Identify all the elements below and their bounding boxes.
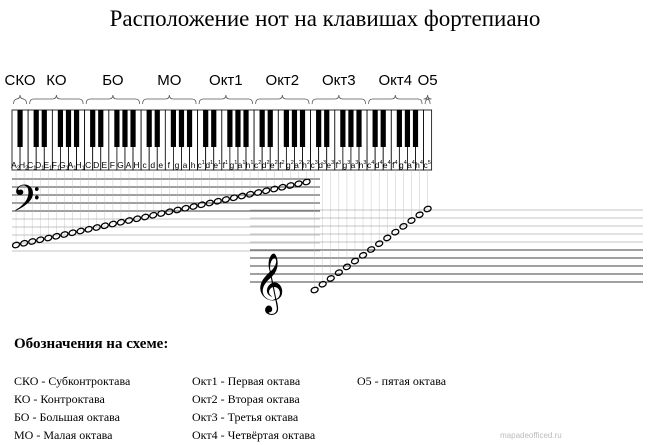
- key-label-superscript: 1: [218, 160, 222, 166]
- black-key: [348, 110, 353, 147]
- legend-item: Окт4 - Четвёртая октава: [192, 428, 316, 442]
- black-key: [211, 110, 216, 147]
- key-label: $c^5$: [423, 160, 431, 170]
- black-key: [187, 110, 192, 147]
- octave-bracket: [143, 95, 196, 104]
- key-label: E: [101, 160, 108, 170]
- key-label: $h^1$: [245, 160, 254, 170]
- octave-label: КО: [46, 72, 67, 89]
- legend-column-3: [357, 372, 446, 390]
- octave-bracket: [312, 95, 365, 104]
- octave-label: О5: [417, 72, 438, 89]
- black-key: [66, 110, 71, 147]
- key-label-superscript: 1: [250, 160, 254, 166]
- key-label: h: [190, 160, 196, 170]
- key-label-superscript: 2: [281, 160, 285, 166]
- treble-clef-icon: 𝄞: [254, 253, 285, 313]
- key-label-superscript: 2: [298, 160, 302, 166]
- key-label-superscript: 3: [323, 160, 327, 166]
- black-key: [114, 110, 119, 147]
- black-key: [316, 110, 321, 147]
- key-label: $h^2$: [302, 160, 310, 170]
- legend-item: МО - Малая октава: [14, 428, 113, 442]
- key-label-superscript: 1: [210, 160, 214, 166]
- key-label-superscript: 3: [314, 160, 318, 166]
- black-key: [356, 110, 361, 147]
- legend-item: Окт3 - Третья октава: [192, 410, 299, 424]
- black-key: [42, 110, 47, 147]
- key-label: c: [142, 160, 147, 170]
- key-label-superscript: 2: [306, 160, 310, 166]
- key-label: $f^2$: [279, 160, 285, 170]
- octave-label: Окт2: [265, 72, 300, 89]
- key-label: A1: [67, 160, 77, 172]
- octave-bracket: [256, 95, 309, 104]
- key-label: A2: [11, 160, 20, 172]
- watermark: mapadeofficed.ru: [500, 431, 562, 440]
- key-label: A: [125, 160, 132, 170]
- note-heads: [12, 178, 432, 293]
- key-label-superscript: 3: [355, 160, 359, 166]
- key-label-subscript: 2: [25, 165, 29, 172]
- legend-item: Окт2 - Вторая октава: [192, 392, 300, 406]
- diagram-title: Расположение нот на клавишах фортепиано: [109, 6, 541, 31]
- key-label: $a^3$: [350, 160, 359, 170]
- key-label: $g^3$: [342, 160, 351, 170]
- octave-label: МО: [157, 72, 182, 89]
- key-label: $d^2$: [261, 160, 270, 170]
- key-label: G: [117, 160, 124, 170]
- black-key: [58, 110, 63, 147]
- octave-bracket: [14, 95, 27, 104]
- black-key: [324, 110, 329, 147]
- key-label: $e^4$: [382, 160, 391, 170]
- key-label-subscript: 1: [65, 165, 69, 172]
- key-label-superscript: 3: [347, 160, 351, 166]
- key-label: H1: [75, 160, 85, 172]
- black-key: [171, 110, 176, 147]
- black-key: [147, 110, 152, 147]
- key-label-superscript: 4: [419, 160, 423, 166]
- black-key: [179, 110, 184, 147]
- key-label: d: [150, 160, 156, 170]
- black-key: [268, 110, 273, 147]
- octave-bracket: [86, 95, 139, 104]
- black-key: [122, 110, 127, 147]
- key-label: $f^1$: [222, 160, 229, 170]
- black-key: [74, 110, 79, 147]
- key-label-superscript: 1: [225, 160, 229, 166]
- black-key: [155, 110, 160, 147]
- key-label-subscript: 1: [49, 165, 53, 172]
- octave-label: Окт1: [209, 72, 243, 89]
- key-label: $a^2$: [294, 160, 302, 170]
- key-label: e: [158, 160, 164, 170]
- black-key: [300, 110, 305, 147]
- black-key: [17, 110, 22, 147]
- key-label-superscript: 1: [234, 160, 238, 166]
- key-label-superscript: 5: [427, 160, 431, 166]
- piano-keyboard: [11, 110, 431, 172]
- key-label-superscript: 4: [379, 160, 383, 166]
- key-label: D1: [35, 160, 45, 172]
- key-label: $h^3$: [358, 160, 367, 170]
- black-key: [90, 110, 95, 147]
- black-key: [397, 110, 402, 147]
- key-label-superscript: 2: [274, 160, 278, 166]
- black-key: [381, 110, 386, 147]
- octave-bracket: [30, 95, 83, 104]
- black-key: [243, 110, 248, 147]
- legend-item: СКО - Субконтроктава: [14, 374, 131, 388]
- key-label: D: [93, 160, 100, 170]
- key-label: $g^1$: [229, 160, 238, 170]
- black-key: [235, 110, 240, 147]
- legend-column-1: [14, 372, 130, 444]
- octave-label: Окт4: [378, 72, 413, 89]
- legend-item: Окт1 - Первая октава: [192, 374, 301, 388]
- key-label-superscript: 3: [337, 160, 342, 166]
- key-label: $d^4$: [374, 160, 383, 170]
- key-label: $a^1$: [237, 160, 246, 170]
- legend-heading: Обозначения на схеме:: [14, 336, 169, 352]
- key-label: E1: [43, 160, 53, 172]
- black-key: [292, 110, 297, 147]
- black-key: [340, 110, 345, 147]
- key-label-subscript: 2: [16, 165, 20, 172]
- key-label: $h^4$: [415, 160, 423, 170]
- legend-column-2: [192, 372, 315, 444]
- key-label-subscript: 1: [81, 165, 85, 172]
- key-label: F1: [51, 160, 61, 172]
- key-label-subscript: 1: [56, 165, 61, 172]
- key-label: $c^4$: [366, 160, 375, 170]
- legend-item: КО - Контроктава: [14, 392, 105, 406]
- legend-item: БО - Большая октава: [14, 410, 120, 424]
- key-label: C: [85, 160, 92, 170]
- key-label: $c^2$: [253, 160, 262, 170]
- key-label: H: [133, 160, 140, 170]
- black-key: [373, 110, 378, 147]
- octave-label: Окт3: [322, 72, 356, 89]
- key-label: a: [182, 160, 188, 170]
- key-label-superscript: 3: [363, 160, 367, 166]
- key-label-superscript: 4: [403, 160, 407, 166]
- key-label: $d^3$: [318, 160, 327, 170]
- key-label-subscript: 1: [73, 165, 77, 172]
- key-label-superscript: 1: [242, 160, 246, 166]
- key-label: $c^1$: [197, 160, 205, 170]
- key-label-subscript: 1: [33, 165, 37, 172]
- octave-bracket: [424, 95, 432, 104]
- black-key: [203, 110, 208, 147]
- key-label: G1: [59, 160, 69, 172]
- key-label: $g^2$: [286, 160, 294, 170]
- octave-label: СКО: [4, 72, 36, 89]
- key-label-superscript: 4: [394, 160, 398, 166]
- key-label: g: [174, 160, 180, 170]
- octave-label: БО: [102, 72, 124, 89]
- black-key: [260, 110, 265, 147]
- key-label: C1: [27, 160, 37, 172]
- key-label-superscript: 3: [331, 160, 335, 166]
- key-label: f: [167, 160, 171, 170]
- key-label: $e^3$: [326, 160, 335, 170]
- staves: [12, 179, 643, 282]
- black-key: [130, 110, 135, 147]
- black-key: [227, 110, 232, 147]
- key-label: H2: [19, 160, 29, 172]
- key-label-superscript: 1: [201, 160, 205, 166]
- key-label-superscript: 2: [266, 160, 270, 166]
- key-label-superscript: 4: [411, 160, 415, 166]
- black-key: [34, 110, 39, 147]
- octave-bracket: [369, 95, 422, 104]
- key-label: F: [109, 160, 115, 170]
- black-key: [405, 110, 410, 147]
- bass-clef-icon: 𝄢: [12, 178, 41, 229]
- key-label-subscript: 1: [41, 165, 45, 172]
- key-label-superscript: 2: [290, 160, 294, 166]
- black-key: [284, 110, 289, 147]
- key-label-superscript: 4: [387, 160, 391, 166]
- black-key: [413, 110, 418, 147]
- octave-bracket: [199, 95, 252, 104]
- key-label: $e^1$: [213, 160, 222, 170]
- key-label: $d^1$: [205, 160, 214, 170]
- key-label: $g^4$: [398, 160, 407, 170]
- key-label: $c^3$: [310, 160, 318, 170]
- legend-item: О5 - пятая октава: [357, 374, 447, 388]
- key-label-superscript: 2: [258, 160, 262, 166]
- key-label: $f^3$: [335, 160, 342, 170]
- black-key: [98, 110, 103, 147]
- key-label-superscript: 4: [371, 160, 375, 166]
- key-label: $f^4$: [392, 160, 398, 170]
- octave-brackets: [14, 95, 432, 104]
- key-label: $a^4$: [407, 160, 415, 170]
- key-label: $e^2$: [269, 160, 278, 170]
